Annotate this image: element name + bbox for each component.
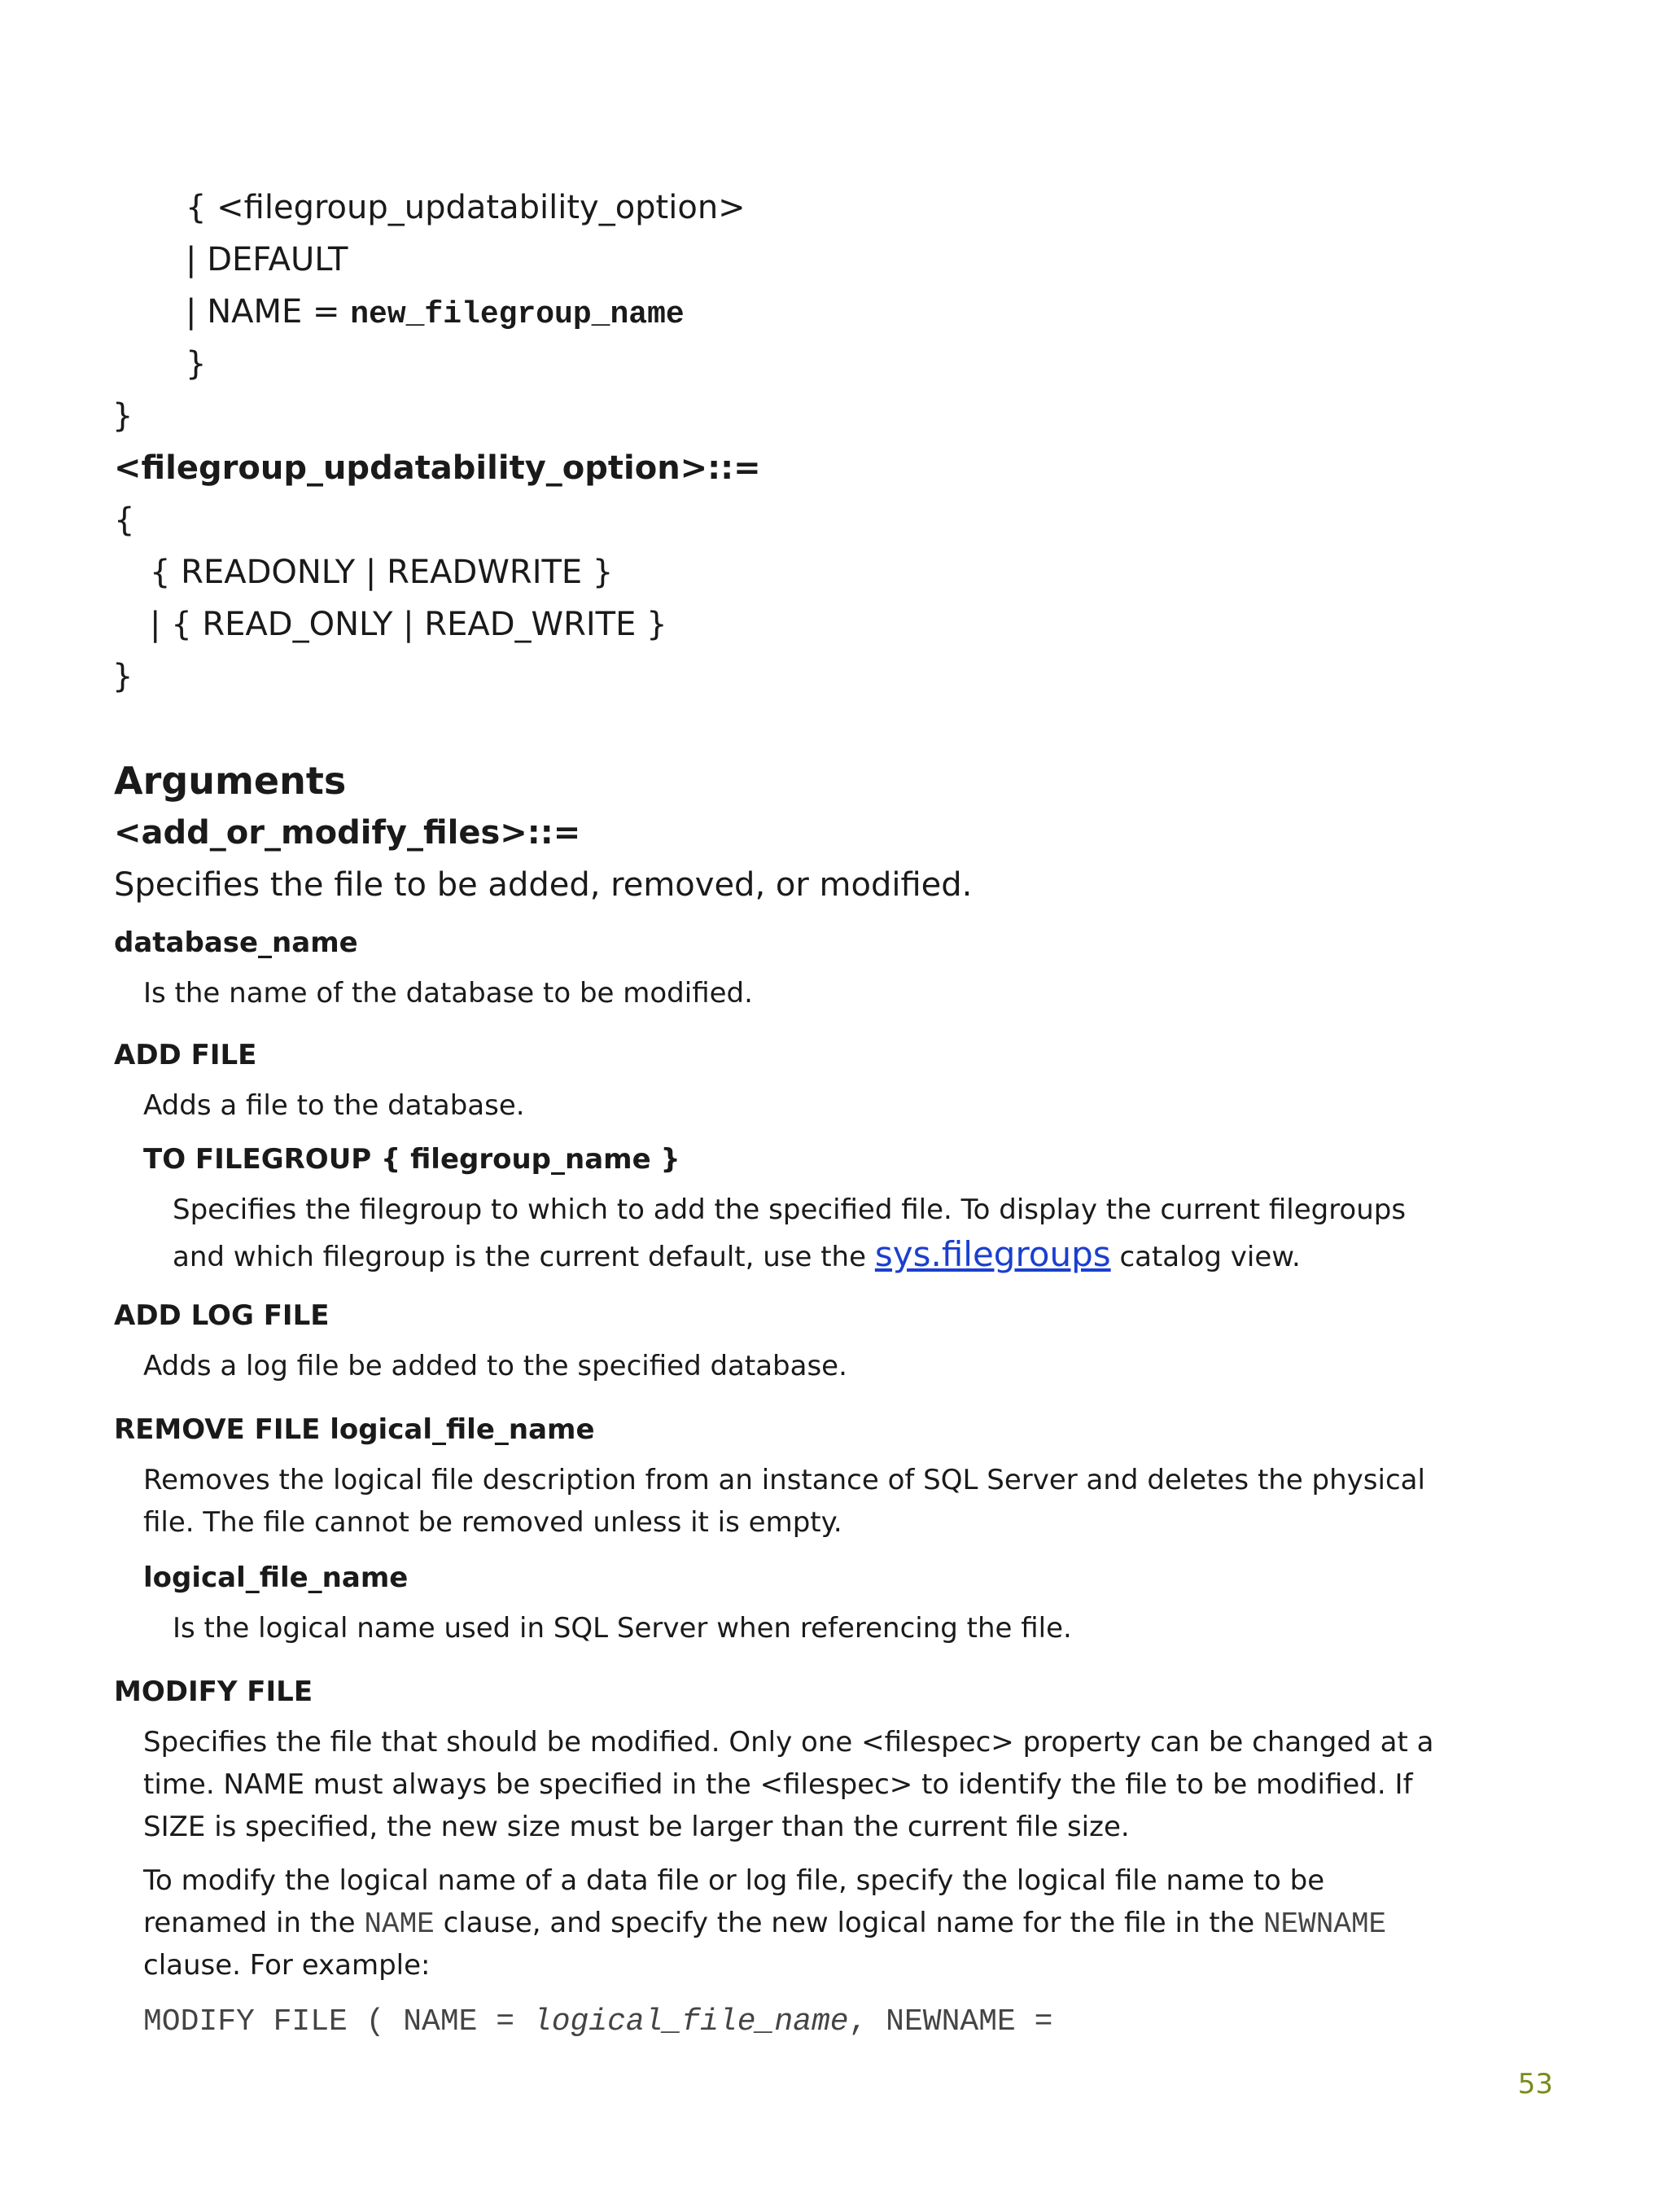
to-filegroup-desc-2a: and which filegroup is the current default, use the xyxy=(173,1241,875,1273)
modify-file-desc-5b: clause, and specify the new logical name for the file in the xyxy=(434,1907,1263,1939)
syntax-line-3 xyxy=(186,293,685,332)
modify-file-desc-2: time. NAME must always be specified in the <filespec> to identify the file to be modified. If xyxy=(143,1768,1413,1801)
syntax-line-1: { <filegroup_updatability_option> xyxy=(186,189,746,226)
remove-file-term: REMOVE FILE logical_file_name xyxy=(114,1413,595,1446)
code-example-italic: logical_file_name xyxy=(532,2004,849,2039)
arguments-intro: Specifies the file to be added, removed, or modified. xyxy=(114,866,973,904)
to-filegroup-desc-2b: catalog view. xyxy=(1110,1241,1301,1273)
syntax-line-7: { xyxy=(114,502,135,539)
add-file-desc: Adds a file to the database. xyxy=(143,1089,525,1122)
modify-file-term: MODIFY FILE xyxy=(114,1675,313,1708)
remove-file-desc-1: Removes the logical file description from an instance of SQL Server and deletes the physical xyxy=(143,1464,1425,1496)
database-name-term: database_name xyxy=(114,926,358,959)
modify-file-desc-5 xyxy=(143,1907,1386,1941)
logical-file-name-term: logical_file_name xyxy=(143,1562,409,1594)
syntax-line-9: | { READ_ONLY | READ_WRITE } xyxy=(150,606,667,643)
modify-file-desc-1: Specifies the file that should be modified. Only one <filespec> property can be changed at a xyxy=(143,1726,1434,1759)
syntax-line-10: } xyxy=(112,658,133,695)
database-name-desc: Is the name of the database to be modified. xyxy=(143,977,753,1010)
code-name: NAME xyxy=(364,1908,435,1941)
sys-filegroups-link[interactable]: sys.filegroups xyxy=(874,1234,1111,1274)
modify-file-desc-5a: renamed in the xyxy=(143,1907,365,1939)
syntax-new-filegroup-name: new_filegroup_name xyxy=(350,297,685,332)
remove-file-desc-2: file. The file cannot be removed unless it is empty. xyxy=(143,1506,842,1539)
logical-file-name-desc: Is the logical name used in SQL Server when referencing the file. xyxy=(173,1612,1072,1645)
code-newname: NEWNAME xyxy=(1262,1908,1387,1941)
code-example-a: MODIFY FILE ( NAME = xyxy=(143,2004,533,2039)
modify-file-desc-4: To modify the logical name of a data file or log file, specify the logical file name to be xyxy=(143,1864,1325,1897)
to-filegroup-desc-1: Specifies the filegroup to which to add the specified file. To display the current filegroups xyxy=(173,1194,1407,1226)
syntax-name-label: | NAME = xyxy=(186,293,351,331)
add-file-term: ADD FILE xyxy=(114,1039,257,1071)
code-example-b: , NEWNAME = xyxy=(848,2004,1053,2039)
syntax-updatability-heading: <filegroup_updatability_option>::= xyxy=(114,449,761,487)
modify-file-desc-6: clause. For example: xyxy=(143,1949,431,1982)
syntax-line-5: } xyxy=(112,397,133,435)
add-log-file-desc: Adds a log file be added to the specified database. xyxy=(143,1350,847,1382)
syntax-line-2: | DEFAULT xyxy=(186,241,348,278)
syntax-line-8: { READONLY | READWRITE } xyxy=(150,554,614,591)
arguments-heading: Arguments xyxy=(114,759,347,803)
modify-file-code-example xyxy=(143,2004,1052,2039)
add-log-file-term: ADD LOG FILE xyxy=(114,1299,330,1332)
modify-file-desc-3: SIZE is specified, the new size must be larger than the current file size. xyxy=(143,1811,1130,1843)
to-filegroup-desc-2 xyxy=(173,1234,1301,1274)
page-number: 53 xyxy=(1517,2068,1553,2100)
syntax-line-4: } xyxy=(186,345,207,383)
to-filegroup-term: TO FILEGROUP { filegroup_name } xyxy=(143,1143,680,1176)
add-or-modify-files-heading: <add_or_modify_files>::= xyxy=(114,814,581,852)
